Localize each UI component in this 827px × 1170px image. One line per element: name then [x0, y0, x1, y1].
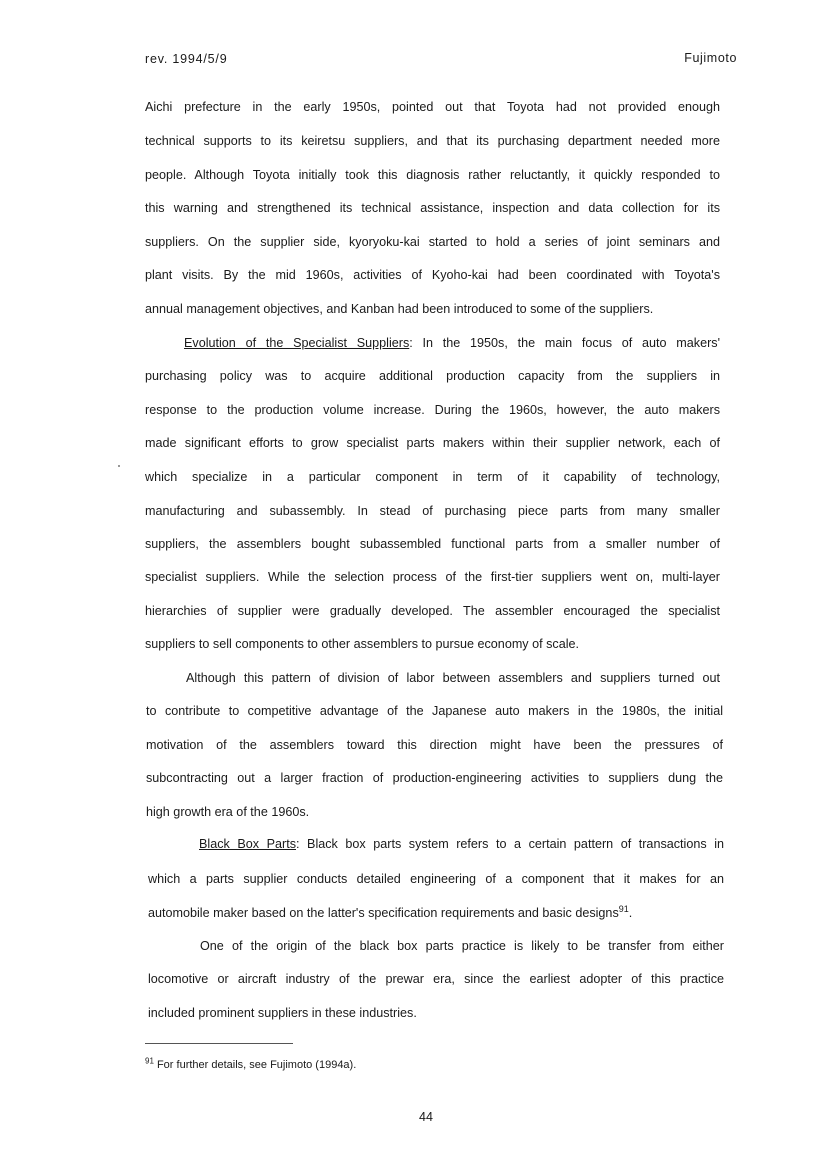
text-line	[184, 335, 720, 351]
section-heading-black-box-parts: Black Box Parts	[199, 837, 296, 851]
text-fragment: automobile maker based on the latter's specification requirements and basic designs	[148, 906, 619, 920]
footnote-reference: 91	[618, 903, 629, 914]
footnote	[145, 1056, 357, 1071]
text-line: hierarchies of supplier were gradually developed. The assembler encouraged the specialist	[145, 604, 720, 618]
running-header-date: rev. 1994/5/9	[145, 52, 228, 66]
text-line: subcontracting out a larger fraction of production-engineering activities to suppliers dung the	[146, 771, 723, 785]
text-line: this warning and strengthened its technical assistance, inspection and data collection for its	[145, 201, 720, 215]
text-line: high growth era of the 1960s.	[146, 805, 310, 819]
text-line: Although this pattern of division of labor between assemblers and suppliers turned out	[186, 671, 720, 685]
text-line: to contribute to competitive advantage of the Japanese auto makers in the 1980s, the initial	[146, 704, 723, 718]
text-line: made significant efforts to grow specialist parts makers within their supplier network, each of	[145, 436, 720, 450]
footnote-separator	[145, 1043, 293, 1044]
sentence-end: .	[628, 906, 633, 920]
heading-continuation: : In the 1950s, the main focus of auto makers'	[409, 336, 720, 350]
text-line: suppliers, the assemblers bought subassembled functional parts from a smaller number of	[145, 537, 720, 551]
text-line: manufacturing and subassembly. In stead of purchasing piece parts from many smaller	[145, 504, 720, 518]
text-line: locomotive or aircraft industry of the prewar era, since the earliest adopter of this practice	[148, 972, 724, 986]
text-line: which specialize in a particular component in term of it capability of technology,	[145, 470, 720, 484]
text-line: technical supports to its keiretsu suppliers, and that its purchasing department needed more	[145, 134, 720, 148]
text-line: plant visits. By the mid 1960s, activities of Kyoho-kai had been coordinated with Toyota's	[145, 268, 720, 282]
text-line: included prominent suppliers in these industries.	[148, 1006, 417, 1020]
text-line: response to the production volume increase. During the 1960s, however, the auto makers	[145, 403, 720, 417]
running-header-author: Fujimoto	[684, 51, 737, 65]
text-line: purchasing policy was to acquire additional production capacity from the suppliers in	[145, 369, 720, 383]
text-line: suppliers to sell components to other assemblers to pursue economy of scale.	[145, 637, 580, 651]
text-line	[148, 905, 632, 921]
page-number: 44	[419, 1110, 433, 1124]
scan-speck	[118, 465, 120, 467]
text-line: annual management objectives, and Kanban had been introduced to some of the suppliers.	[145, 302, 654, 316]
text-line: motivation of the assemblers toward this direction might have been the pressures of	[146, 738, 723, 752]
text-line	[199, 836, 724, 852]
heading-continuation: : Black box parts system refers to a certain pattern of transactions in	[296, 837, 724, 851]
text-line: people. Although Toyota initially took this diagnosis rather reluctantly, it quickly responded to	[145, 168, 720, 182]
footnote-marker: 91	[145, 1056, 154, 1066]
footnote-text: For further details, see Fujimoto (1994a).	[153, 1059, 357, 1071]
text-line: Aichi prefecture in the early 1950s, pointed out that Toyota had not provided enough	[145, 100, 720, 114]
text-line: which a parts supplier conducts detailed engineering of a component that it makes for an	[148, 872, 724, 886]
text-line: specialist suppliers. While the selection process of the first-tier suppliers went on, multi-layer	[145, 570, 720, 584]
section-heading-specialist-suppliers: Evolution of the Specialist Suppliers	[184, 336, 410, 350]
text-line: One of the origin of the black box parts practice is likely to be transfer from either	[200, 939, 724, 953]
text-line: suppliers. On the supplier side, kyoryoku-kai started to hold a series of joint seminars and	[145, 235, 720, 249]
